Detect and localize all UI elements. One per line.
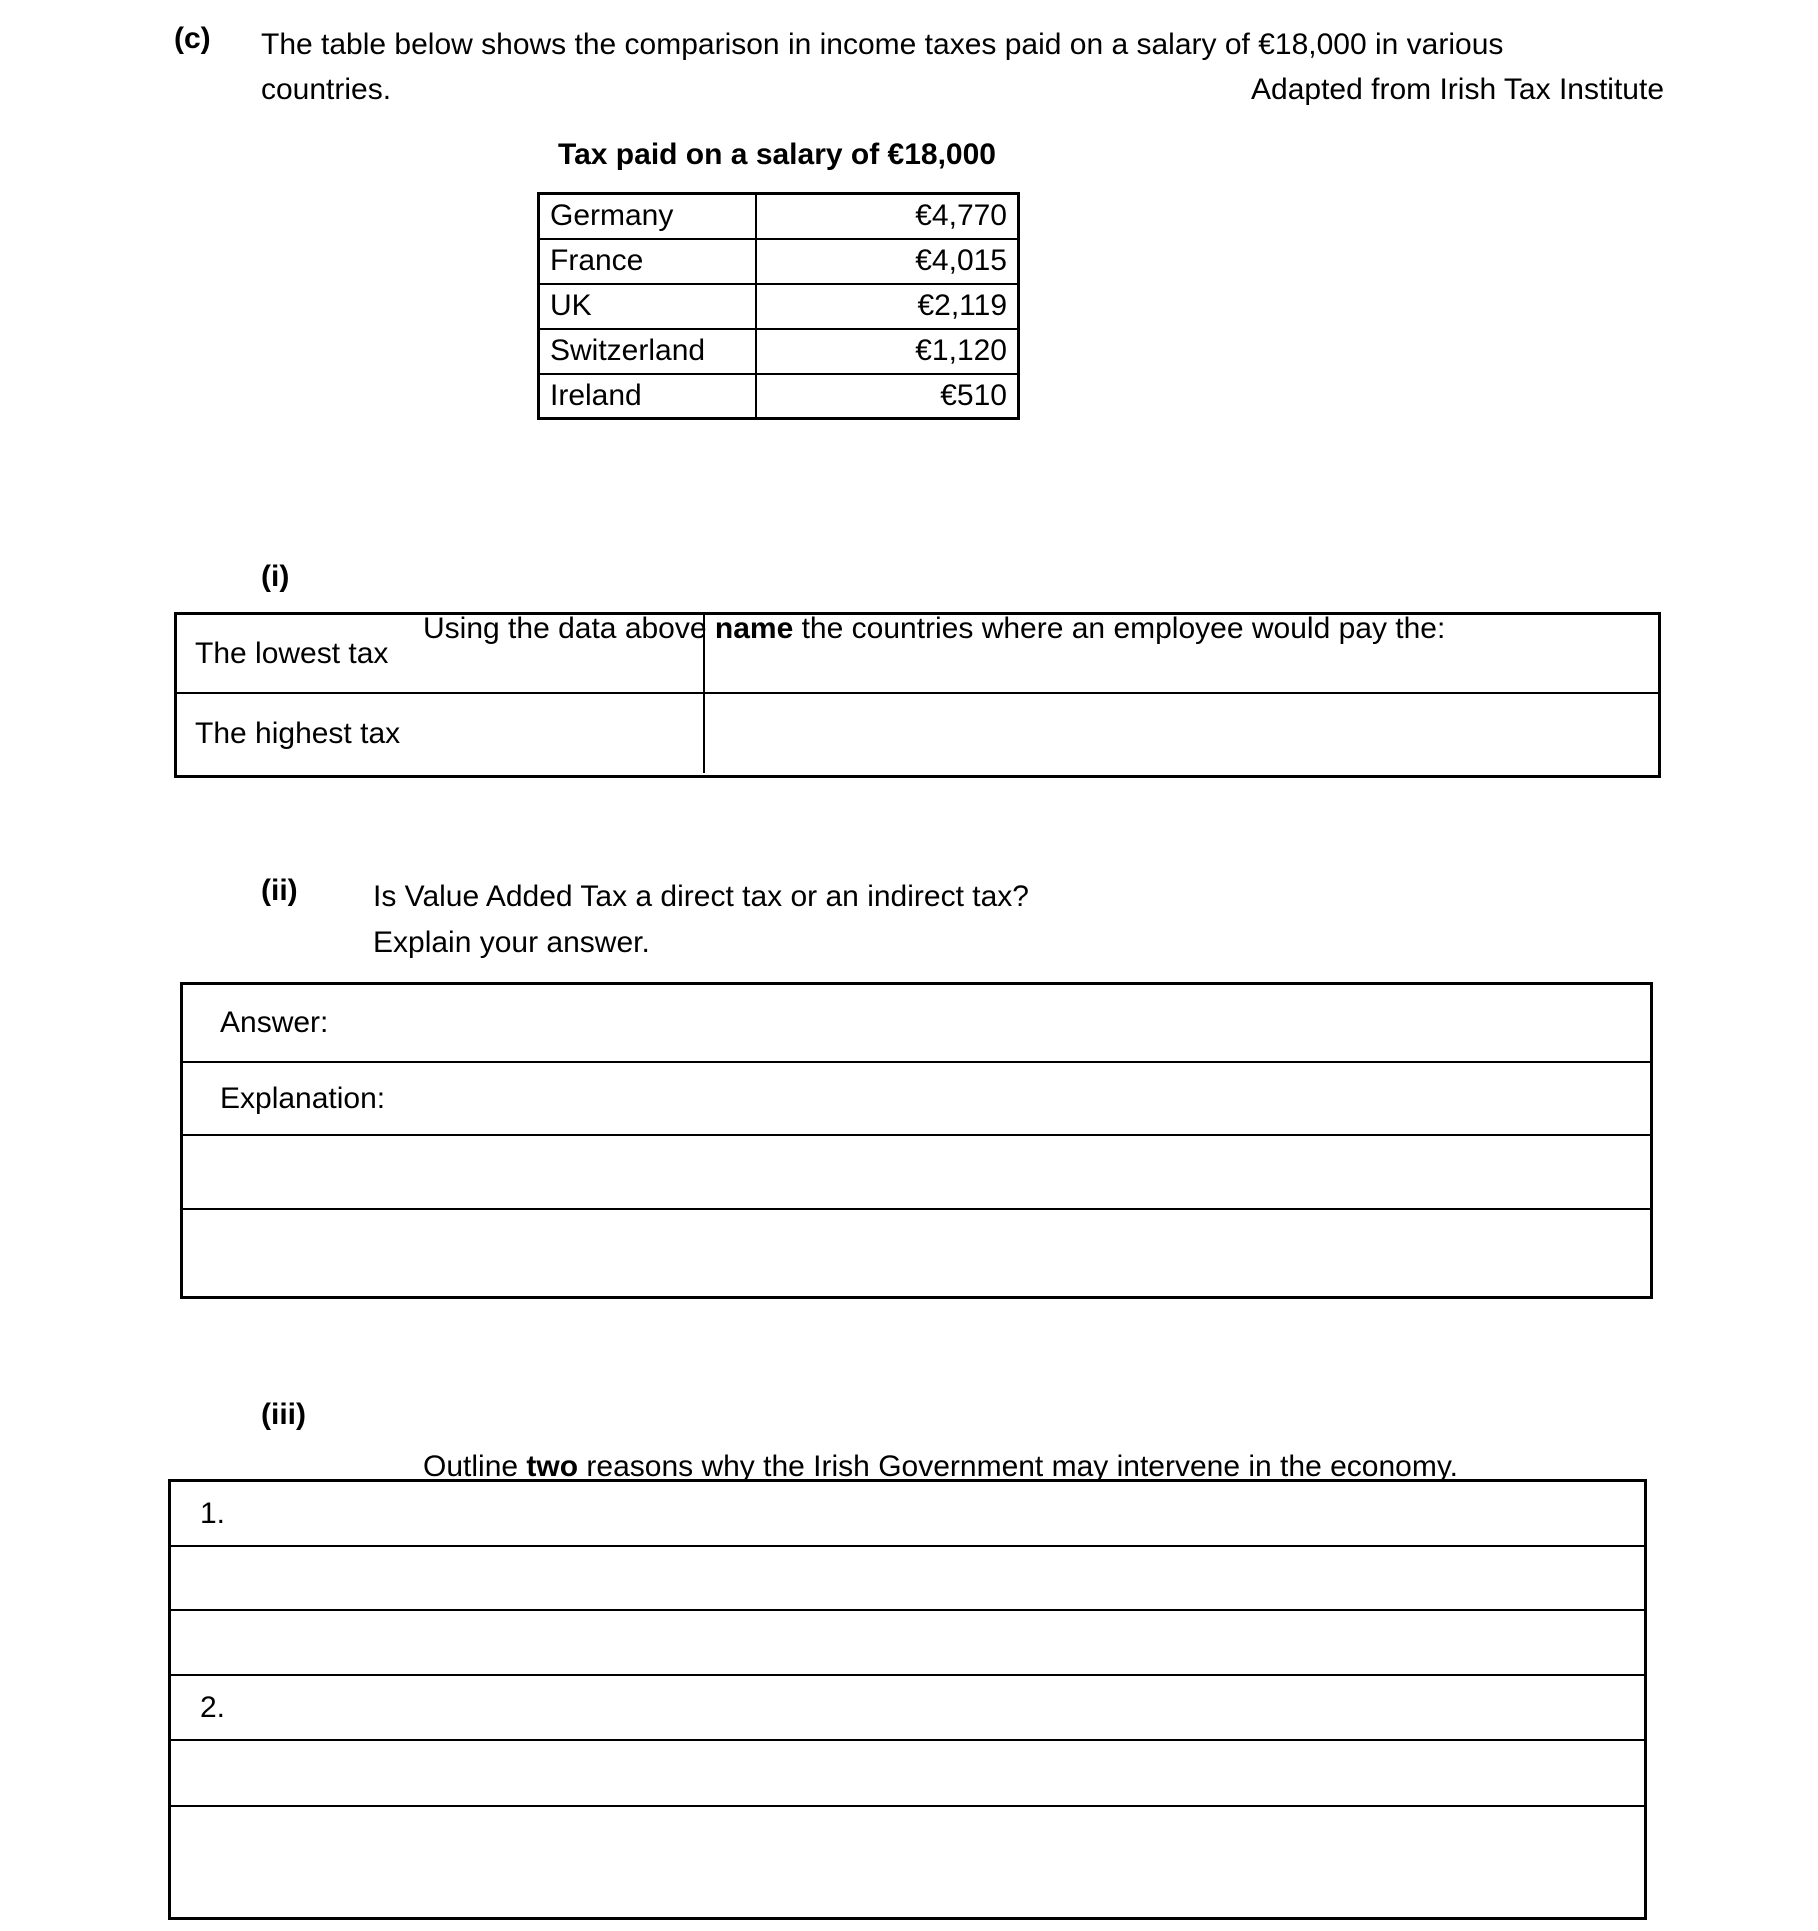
part-i-prompt-pre: Using the data above — [423, 612, 715, 645]
part-iii-prompt-pre: Outline — [423, 1450, 527, 1483]
tax-amount-cell: €1,120 — [756, 329, 1019, 374]
tax-country-cell: UK — [539, 284, 756, 329]
question-c-intro-line1: The table below shows the comparison in income taxes paid on a salary of €18,000 in various — [261, 28, 1504, 61]
reason-1-line-2[interactable] — [171, 1547, 1644, 1611]
part-iii-prompt-bold: two — [526, 1450, 579, 1483]
reason-1-label: 1. — [200, 1496, 226, 1530]
highest-tax-answer-cell[interactable] — [705, 694, 1658, 773]
part-iii-label: (iii) — [261, 1398, 306, 1431]
part-i-prompt-bold: name — [714, 612, 794, 645]
part-iii-prompt-post: reasons why the Irish Government may intervene in the economy. — [578, 1450, 1458, 1483]
part-ii-header — [261, 874, 1661, 966]
tax-table — [537, 192, 1020, 420]
question-c-block — [174, 22, 1664, 112]
answer-field[interactable] — [183, 985, 1650, 1063]
lowest-tax-label: The lowest tax — [177, 615, 705, 692]
reason-2-field[interactable] — [171, 1676, 1644, 1741]
tax-amount-cell: €510 — [756, 374, 1019, 419]
reason-1-field[interactable] — [171, 1482, 1644, 1547]
tax-table-row — [539, 239, 1019, 284]
part-i-answer-table — [174, 612, 1661, 778]
highest-tax-row — [177, 694, 1658, 773]
reason-2-label: 2. — [200, 1690, 226, 1724]
tax-amount-cell: €4,015 — [756, 239, 1019, 284]
answer-label: Answer: — [220, 1006, 329, 1039]
part-ii-label: (ii) — [261, 874, 298, 907]
tax-country-cell: Switzerland — [539, 329, 756, 374]
reason-1-line-3[interactable] — [171, 1611, 1644, 1676]
tax-table-row — [539, 284, 1019, 329]
tax-country-cell: France — [539, 239, 756, 284]
tax-table-title: Tax paid on a salary of €18,000 — [558, 138, 996, 171]
lowest-tax-answer-cell[interactable] — [705, 615, 1658, 692]
lowest-tax-row — [177, 615, 1658, 694]
part-ii-answer-box — [180, 982, 1653, 1299]
tax-country-cell: Ireland — [539, 374, 756, 419]
part-ii-prompt-line2: Explain your answer. — [373, 926, 650, 959]
tax-amount-cell: €4,770 — [756, 194, 1019, 239]
question-c-text — [261, 22, 1664, 112]
explanation-line-3[interactable] — [183, 1210, 1650, 1296]
tax-table-row — [539, 374, 1019, 419]
explanation-field[interactable] — [183, 1063, 1650, 1136]
tax-country-cell: Germany — [539, 194, 756, 239]
tax-amount-cell: €2,119 — [756, 284, 1019, 329]
part-iii-answer-box — [168, 1479, 1647, 1920]
source-attribution: Adapted from Irish Tax Institute — [1251, 73, 1664, 106]
reason-2-line-2[interactable] — [171, 1741, 1644, 1807]
question-c-intro-line2: countries. — [261, 73, 392, 106]
part-ii-prompt-line1: Is Value Added Tax a direct tax or an indirect tax? — [373, 880, 1029, 913]
part-i-prompt-post: the countries where an employee would pay the: — [793, 612, 1446, 645]
explanation-line-2[interactable] — [183, 1136, 1650, 1210]
tax-table-row — [539, 329, 1019, 374]
reason-2-line-3[interactable] — [171, 1807, 1644, 1917]
explanation-label: Explanation: — [220, 1081, 386, 1115]
highest-tax-label: The highest tax — [177, 694, 705, 773]
question-c-label: (c) — [174, 22, 211, 55]
tax-table-row — [539, 194, 1019, 239]
part-i-label: (i) — [261, 560, 290, 593]
part-ii-prompt — [373, 874, 1029, 966]
